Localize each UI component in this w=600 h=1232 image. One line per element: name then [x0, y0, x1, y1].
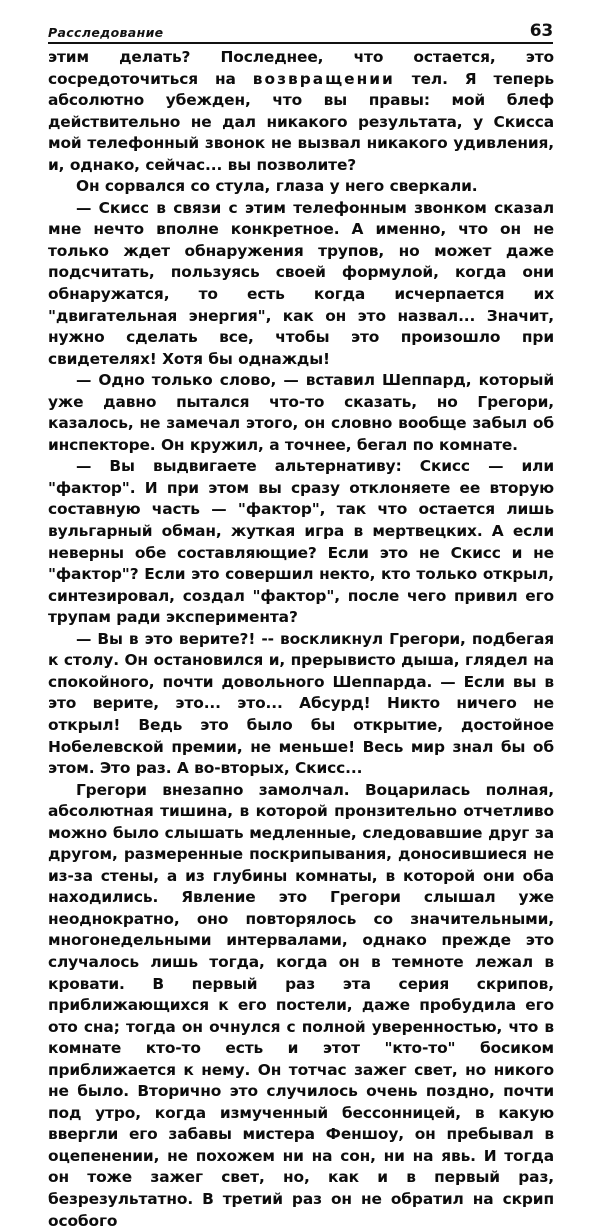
text-run: — Скисс в связи с этим телефонным звонком сказал мне нечто вполне конкретное. А именно, что он не только ждет обнаружения трупов, но может даже подсчитать, пользуясь своей формулой, когда они обнаружатся, то есть когда исчерпается их "двигательная энергия", как он это назвал... Значит, нужно сделать все, чтобы это произошло при свидетелях! Хотя бы однажды!: [48, 198, 554, 368]
text-run: — Вы в это верите?! -- воскликнул Грегори, подбегая к столу. Он остановился и, прерывисто дыша, глядел на спокойного, почти довольного Шеппарда. — Если вы в это верите, это... это... Абсурд! Никто ничего не открыл! Ведь это было бы открытие, достойное Нобелевской премии, не меньше! Весь мир знал бы об этом. Это раз. А во-вторых, Скисс...: [48, 629, 554, 778]
text-run: этим делать? Последнее, что остается, это сосредоточиться на: [48, 48, 554, 88]
body-text-block: [48, 47, 554, 1232]
running-head: [48, 16, 553, 44]
page-number: 63: [529, 21, 553, 41]
running-head-title: Расследование: [48, 25, 164, 40]
paragraph: [48, 370, 554, 456]
paragraph: [48, 47, 554, 176]
emphasis-letterspaced: возвращении: [252, 69, 395, 88]
text-run: тел. Я теперь абсолютно убежден, что вы правы: мой блеф действительно не дал никакого результата, у Скисса мой телефонный звонок не вызвал никакого удивления, и, однако, сейчас... вы позволите?: [48, 69, 554, 174]
paragraph: [48, 780, 554, 1232]
text-run: Он сорвался со стула, глаза у него сверкали.: [76, 177, 478, 196]
paragraph: [48, 456, 554, 628]
paragraph: [48, 176, 554, 198]
text-run: — Одно только слово, — вставил Шеппард, который уже давно пытался что-то сказать, но Грегори, казалось, не замечал этого, он словно вообще забыл об инспекторе. Он кружил, а точнее, бегал по комнате.: [48, 371, 554, 454]
paragraph: [48, 629, 554, 780]
text-run: Грегори внезапно замолчал. Воцарилась полная, абсолютная тишина, в которой пронзительно отчетливо можно было слышать медленные, следовавшие друг за другом, размеренные поскрипывания, доносившиеся не из-за стены, а из глубины комнаты, в которой они оба находились. Явление это Грегори слышал уже неоднократно, оно повторялось со значительными, многонедельными интервалами, однако прежде это случалось лишь тогда, когда он в темноте лежал в кровати. В первый раз эта серия скрипов, приближающихся к его постели, даже пробудила его ото сна; тогда он очнулся с полной уверенностью, что в комнате кто-то есть и этот "кто-то" босиком приближается к нему. Он тотчас зажег свет, но никого не было. Вторично это случилось очень поздно, почти под утро, когда измученный бессонницей, в какую ввергли его забавы мистера Феншоу, он пребывал в оцепенении, не похожем ни на сон, ни на явь. И тогда он тоже зажег свет, но, как и в первый раз, безрезультатно. В третий раз он не обратил на скрип особого: [48, 780, 554, 1230]
paragraph: [48, 198, 554, 370]
text-run: — Вы выдвигаете альтернативу: Скисс — или "фактор". И при этом вы сразу отклоняете ее вторую составную часть — "фактор", так что остается лишь вульгарный обман, жуткая игра в мертвецких. А если неверны обе составляющие? Если это не Скисс и не "фактор"? Если это совершил некто, кто только открыл, синтезировал, создал "фактор", после чего привил его трупам ради эксперимента?: [48, 457, 554, 627]
